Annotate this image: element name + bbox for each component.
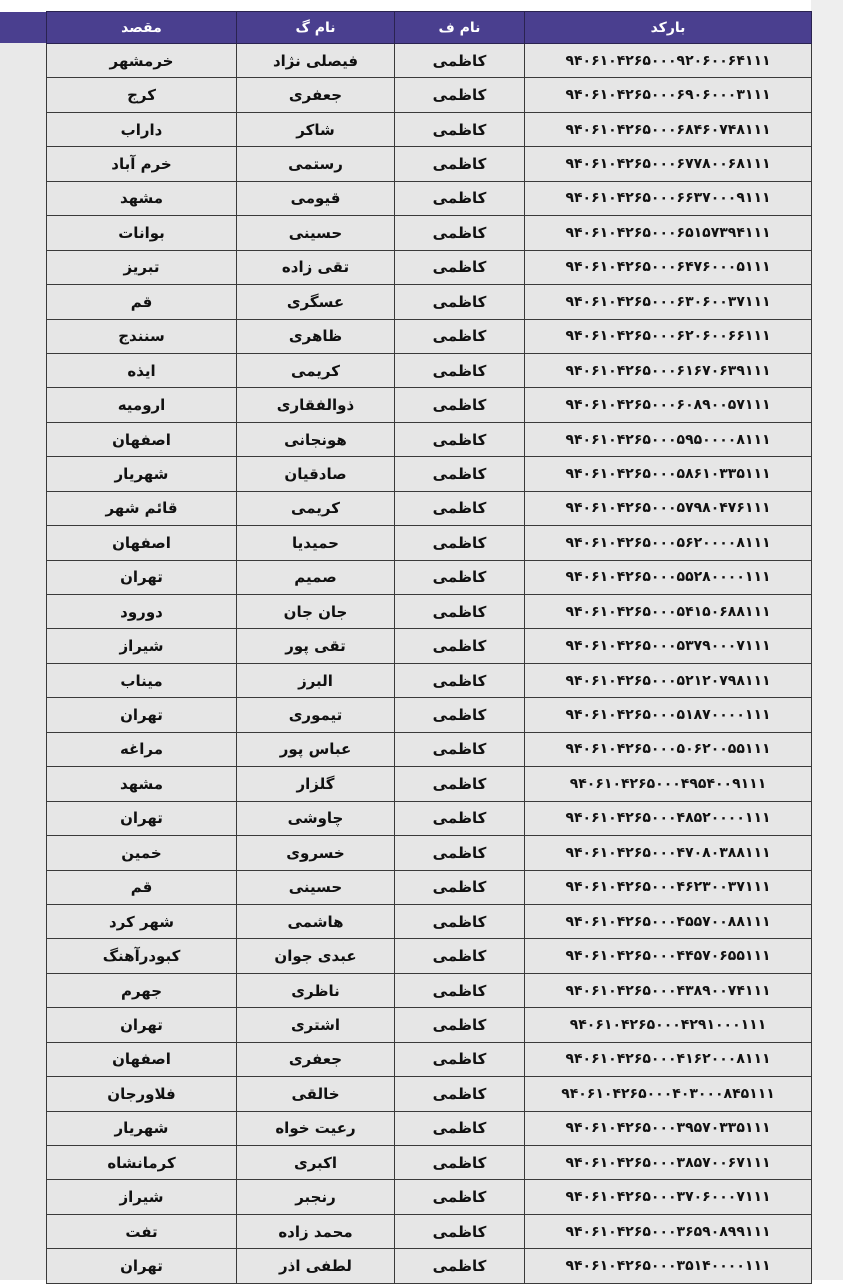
destination-cell: مراغه [47,732,237,766]
last-name-cell: اکبری [237,1146,395,1180]
last-name-cell: خالقی [237,1077,395,1111]
first-name-cell: کاظمی [395,1249,525,1283]
destination-cell: شهریار [47,457,237,491]
last-name-cell: جعفری [237,78,395,112]
barcode-cell: ۹۴۰۶۱۰۴۲۶۵۰۰۰۶۰۸۹۰۰۵۷۱۱۱ [525,388,812,422]
table-row [47,1249,812,1283]
barcode-cell: ۹۴۰۶۱۰۴۲۶۵۰۰۰۴۲۹۱۰۰۰۱۱۱ [525,1008,812,1042]
table-row [47,767,812,801]
first-name-cell: کاظمی [395,732,525,766]
table-row [47,870,812,904]
header-barcode: بارکد [525,12,812,44]
first-name-cell: کاظمی [395,388,525,422]
barcode-cell: ۹۴۰۶۱۰۴۲۶۵۰۰۰۳۵۱۴۰۰۰۰۱۱۱ [525,1249,812,1283]
last-name-cell: هاشمی [237,904,395,938]
destination-cell: تهران [47,560,237,594]
right-margin-strip [811,0,843,1280]
last-name-cell: حمیدیا [237,526,395,560]
barcode-cell: ۹۴۰۶۱۰۴۲۶۵۰۰۰۴۷۰۸۰۳۸۸۱۱۱ [525,836,812,870]
last-name-cell: ذوالفقاری [237,388,395,422]
table-row [47,836,812,870]
table-row [47,353,812,387]
first-name-cell: کاظمی [395,1180,525,1214]
destination-cell: تهران [47,1008,237,1042]
destination-cell: تهران [47,698,237,732]
destination-cell: تفت [47,1214,237,1248]
barcode-cell: ۹۴۰۶۱۰۴۲۶۵۰۰۰۵۶۲۰۰۰۰۸۱۱۱ [525,526,812,560]
barcode-cell: ۹۴۰۶۱۰۴۲۶۵۰۰۰۳۹۵۷۰۳۳۵۱۱۱ [525,1111,812,1145]
destination-cell: داراب [47,112,237,146]
barcode-cell: ۹۴۰۶۱۰۴۲۶۵۰۰۰۵۱۸۷۰۰۰۰۱۱۱ [525,698,812,732]
last-name-cell: رستمی [237,147,395,181]
last-name-cell: ناظری [237,973,395,1007]
table-row [47,904,812,938]
first-name-cell: کاظمی [395,870,525,904]
first-name-cell: کاظمی [395,1111,525,1145]
barcode-cell: ۹۴۰۶۱۰۴۲۶۵۰۰۰۶۲۰۶۰۰۶۶۱۱۱ [525,319,812,353]
first-name-cell: کاظمی [395,78,525,112]
table-row [47,732,812,766]
table-row [47,216,812,250]
first-name-cell: کاظمی [395,560,525,594]
last-name-cell: قیومی [237,181,395,215]
destination-cell: کرمانشاه [47,1146,237,1180]
first-name-cell: کاظمی [395,285,525,319]
barcode-cell: ۹۴۰۶۱۰۴۲۶۵۰۰۰۶۹۰۶۰۰۰۳۱۱۱ [525,78,812,112]
last-name-cell: لطفی اذر [237,1249,395,1283]
barcode-cell: ۹۴۰۶۱۰۴۲۶۵۰۰۰۳۶۵۹۰۸۹۹۱۱۱ [525,1214,812,1248]
table-row [47,112,812,146]
table-row [47,147,812,181]
last-name-cell: شاکر [237,112,395,146]
table-row [47,1214,812,1248]
first-name-cell: کاظمی [395,1214,525,1248]
barcode-cell: ۹۴۰۶۱۰۴۲۶۵۰۰۰۵۴۱۵۰۶۸۸۱۱۱ [525,595,812,629]
destination-cell: فلاورجان [47,1077,237,1111]
last-name-cell: تقی زاده [237,250,395,284]
first-name-cell: کاظمی [395,491,525,525]
destination-cell: شیراز [47,1180,237,1214]
table-row [47,1146,812,1180]
destination-cell: بوانات [47,216,237,250]
last-name-cell: حسینی [237,216,395,250]
destination-cell: جهرم [47,973,237,1007]
last-name-cell: تقی پور [237,629,395,663]
table-row [47,595,812,629]
last-name-cell: عباس پور [237,732,395,766]
table-row [47,78,812,112]
table-row [47,939,812,973]
barcode-cell: ۹۴۰۶۱۰۴۲۶۵۰۰۰۶۱۶۷۰۶۳۹۱۱۱ [525,353,812,387]
destination-cell: سنندج [47,319,237,353]
first-name-cell: کاظمی [395,422,525,456]
table-body [47,44,812,1284]
last-name-cell: کریمی [237,353,395,387]
barcode-cell: ۹۴۰۶۱۰۴۲۶۵۰۰۰۴۰۳۰۰۰۸۴۵۱۱۱ [525,1077,812,1111]
last-name-cell: هونجانی [237,422,395,456]
barcode-cell: ۹۴۰۶۱۰۴۲۶۵۰۰۰۵۸۶۱۰۳۳۵۱۱۱ [525,457,812,491]
first-name-cell: کاظمی [395,216,525,250]
destination-cell: میناب [47,663,237,697]
last-name-cell: جعفری [237,1042,395,1076]
last-name-cell: چاوشی [237,801,395,835]
first-name-cell: کاظمی [395,44,525,78]
last-name-cell: صادقیان [237,457,395,491]
barcode-cell: ۹۴۰۶۱۰۴۲۶۵۰۰۰۴۸۵۲۰۰۰۰۱۱۱ [525,801,812,835]
first-name-cell: کاظمی [395,526,525,560]
first-name-cell: کاظمی [395,353,525,387]
first-name-cell: کاظمی [395,319,525,353]
barcode-cell: ۹۴۰۶۱۰۴۲۶۵۰۰۰۴۴۵۷۰۶۵۵۱۱۱ [525,939,812,973]
barcode-cell: ۹۴۰۶۱۰۴۲۶۵۰۰۰۵۳۷۹۰۰۰۷۱۱۱ [525,629,812,663]
last-name-cell: تیموری [237,698,395,732]
header-destination: مقصد [47,12,237,44]
table-row [47,629,812,663]
barcode-cell: ۹۴۰۶۱۰۴۲۶۵۰۰۰۴۱۶۲۰۰۰۸۱۱۱ [525,1042,812,1076]
table-row [47,663,812,697]
table-row [47,319,812,353]
first-name-cell: کاظمی [395,112,525,146]
destination-cell: اصفهان [47,422,237,456]
barcode-cell: ۹۴۰۶۱۰۴۲۶۵۰۰۰۶۶۳۷۰۰۰۹۱۱۱ [525,181,812,215]
table-row [47,526,812,560]
destination-cell: قم [47,285,237,319]
destination-cell: قم [47,870,237,904]
destination-cell: ارومیه [47,388,237,422]
first-name-cell: کاظمی [395,1146,525,1180]
last-name-cell: محمد زاده [237,1214,395,1248]
last-name-cell: رنجبر [237,1180,395,1214]
table-row [47,1180,812,1214]
first-name-cell: کاظمی [395,250,525,284]
table-header [47,12,812,44]
destination-cell: شیراز [47,629,237,663]
first-name-cell: کاظمی [395,767,525,801]
shipment-table [46,11,812,1284]
barcode-cell: ۹۴۰۶۱۰۴۲۶۵۰۰۰۶۵۱۵۷۳۹۴۱۱۱ [525,216,812,250]
table-row [47,560,812,594]
barcode-cell: ۹۴۰۶۱۰۴۲۶۵۰۰۰۴۵۵۷۰۰۸۸۱۱۱ [525,904,812,938]
table-row [47,698,812,732]
first-name-cell: کاظمی [395,1077,525,1111]
destination-cell: کبودرآهنگ [47,939,237,973]
destination-cell: دورود [47,595,237,629]
first-name-cell: کاظمی [395,629,525,663]
destination-cell: مشهد [47,181,237,215]
barcode-cell: ۹۴۰۶۱۰۴۲۶۵۰۰۰۶۴۷۶۰۰۰۵۱۱۱ [525,250,812,284]
last-name-cell: خسروی [237,836,395,870]
first-name-cell: کاظمی [395,698,525,732]
first-name-cell: کاظمی [395,1008,525,1042]
destination-cell: شهریار [47,1111,237,1145]
last-name-cell: ظاهری [237,319,395,353]
first-name-cell: کاظمی [395,181,525,215]
destination-cell: قائم شهر [47,491,237,525]
table-row [47,457,812,491]
destination-cell: خرمشهر [47,44,237,78]
table-row [47,801,812,835]
first-name-cell: کاظمی [395,1042,525,1076]
barcode-cell: ۹۴۰۶۱۰۴۲۶۵۰۰۰۴۶۲۳۰۰۳۷۱۱۱ [525,870,812,904]
barcode-cell: ۹۴۰۶۱۰۴۲۶۵۰۰۰۳۸۵۷۰۰۶۷۱۱۱ [525,1146,812,1180]
left-margin-strip [0,43,46,1280]
first-name-cell: کاظمی [395,904,525,938]
last-name-cell: گلزار [237,767,395,801]
last-name-cell: البرز [237,663,395,697]
table-row [47,285,812,319]
header-row [47,12,812,44]
table-row [47,250,812,284]
last-name-cell: عسگری [237,285,395,319]
destination-cell: تهران [47,1249,237,1283]
barcode-cell: ۹۴۰۶۱۰۴۲۶۵۰۰۰۵۵۲۸۰۰۰۰۱۱۱ [525,560,812,594]
first-name-cell: کاظمی [395,836,525,870]
barcode-cell: ۹۴۰۶۱۰۴۲۶۵۰۰۰۵۲۱۲۰۷۹۸۱۱۱ [525,663,812,697]
destination-cell: تهران [47,801,237,835]
barcode-cell: ۹۴۰۶۱۰۴۲۶۵۰۰۰۹۲۰۶۰۰۶۴۱۱۱ [525,44,812,78]
last-name-cell: رعیت خواه [237,1111,395,1145]
table-row [47,422,812,456]
barcode-cell: ۹۴۰۶۱۰۴۲۶۵۰۰۰۶۳۰۶۰۰۳۷۱۱۱ [525,285,812,319]
destination-cell: شهر کرد [47,904,237,938]
first-name-cell: کاظمی [395,457,525,491]
barcode-cell: ۹۴۰۶۱۰۴۲۶۵۰۰۰۵۹۵۰۰۰۰۸۱۱۱ [525,422,812,456]
destination-cell: خرم آباد [47,147,237,181]
destination-cell: خمین [47,836,237,870]
header-accent-strip [0,12,46,43]
table-row [47,973,812,1007]
destination-cell: مشهد [47,767,237,801]
destination-cell: اصفهان [47,1042,237,1076]
barcode-cell: ۹۴۰۶۱۰۴۲۶۵۰۰۰۵۷۹۸۰۴۷۶۱۱۱ [525,491,812,525]
last-name-cell: صمیم [237,560,395,594]
first-name-cell: کاظمی [395,147,525,181]
table-row [47,491,812,525]
last-name-cell: کریمی [237,491,395,525]
first-name-cell: کاظمی [395,595,525,629]
last-name-cell: فیصلی نژاد [237,44,395,78]
last-name-cell: عبدی جوان [237,939,395,973]
table-row [47,1077,812,1111]
barcode-cell: ۹۴۰۶۱۰۴۲۶۵۰۰۰۴۹۵۴۰۰۹۱۱۱ [525,767,812,801]
table-row [47,181,812,215]
header-last-name: نام گ [237,12,395,44]
header-first-name: نام ف [395,12,525,44]
first-name-cell: کاظمی [395,663,525,697]
last-name-cell: حسینی [237,870,395,904]
barcode-cell: ۹۴۰۶۱۰۴۲۶۵۰۰۰۳۷۰۶۰۰۰۷۱۱۱ [525,1180,812,1214]
barcode-cell: ۹۴۰۶۱۰۴۲۶۵۰۰۰۶۷۷۸۰۰۶۸۱۱۱ [525,147,812,181]
table-row [47,1008,812,1042]
destination-cell: ایذه [47,353,237,387]
barcode-cell: ۹۴۰۶۱۰۴۲۶۵۰۰۰۵۰۶۲۰۰۵۵۱۱۱ [525,732,812,766]
last-name-cell: جان جان [237,595,395,629]
first-name-cell: کاظمی [395,973,525,1007]
first-name-cell: کاظمی [395,939,525,973]
destination-cell: کرج [47,78,237,112]
table-row [47,44,812,78]
barcode-cell: ۹۴۰۶۱۰۴۲۶۵۰۰۰۴۳۸۹۰۰۷۴۱۱۱ [525,973,812,1007]
first-name-cell: کاظمی [395,801,525,835]
last-name-cell: اشتری [237,1008,395,1042]
table-row [47,388,812,422]
destination-cell: تبریز [47,250,237,284]
barcode-cell: ۹۴۰۶۱۰۴۲۶۵۰۰۰۶۸۴۶۰۷۴۸۱۱۱ [525,112,812,146]
destination-cell: اصفهان [47,526,237,560]
table-row [47,1111,812,1145]
table-row [47,1042,812,1076]
